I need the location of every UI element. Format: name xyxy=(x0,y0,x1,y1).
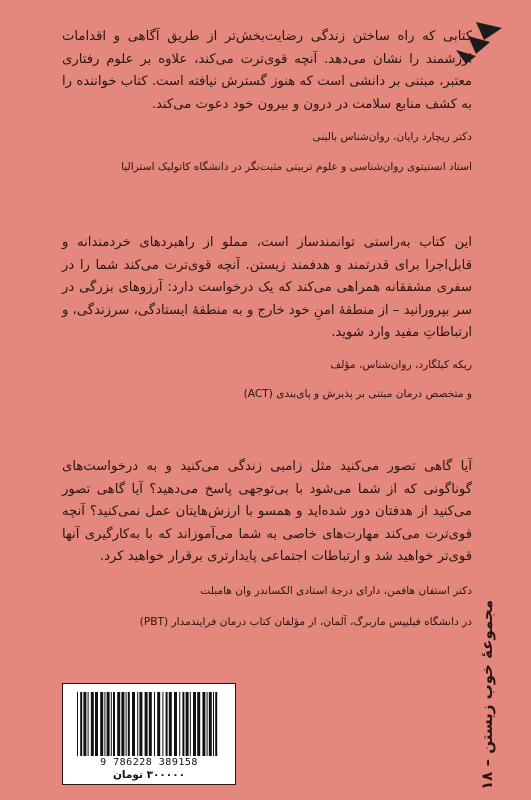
barcode-bar xyxy=(121,692,124,756)
series-title: مجموعهٔ خوب زیستن – ۱۸ xyxy=(478,600,496,791)
barcode-bar xyxy=(107,692,110,756)
barcode-bar xyxy=(149,692,152,756)
barcode-bar xyxy=(182,692,184,756)
blurb-author: دکتر استفان هافمن، دارای درجهٔ استادی الکساندر وان هامبلت xyxy=(200,584,472,597)
barcode-label xyxy=(62,683,236,785)
barcode-bar xyxy=(209,692,212,756)
barcode-bar xyxy=(213,692,214,756)
barcode-bar xyxy=(202,692,205,756)
barcode-bar xyxy=(193,692,196,756)
barcode-bar xyxy=(113,692,115,756)
blurb-text: این کتاب به‌راستی توانمندساز است، مملو از راهبردهای خردمندانه و قابل‌اجرا برای قدرتمند و هدفمند زیستن. آنچه قوی‌ترت می‌کند شما را در سفری مشفقانه همراهی می‌کند که یک درخواست دارد: آرزوهای بزرگی در سر بپرورانید – از منطقهٔ امنِ خود خارج و به منطقهٔ ایستادگی، سرزندگی، و ارتباطاتِ مفید وارد شوید. xyxy=(62,235,472,340)
barcode-bar xyxy=(197,692,200,756)
barcode-bar xyxy=(83,692,86,756)
blurb-1 xyxy=(62,26,472,176)
barcode-bar xyxy=(95,692,98,756)
barcode-bar xyxy=(169,692,172,756)
blurb-author: ریکه کیلگارد، روان‌شناس، مؤلف xyxy=(330,358,472,371)
blurb-affiliation: و متخصص درمان مبتنی بر پذیرش و پای‌بندی (ACT) xyxy=(243,387,472,400)
barcode-bar xyxy=(91,692,94,756)
barcode-bar xyxy=(179,692,180,756)
barcode-bar xyxy=(104,692,105,756)
barcode-bar xyxy=(215,692,217,756)
blurb-text: آیا گاهی تصور می‌کنید مثل زامبی زندگی می‌کنید و به درخواست‌های گوناگونی که از شما می‌شود با بی‌توجهی پاسخ می‌دهید؟ آیا گاهی تصور می‌کنید از هدفتان دور شده‌اید و همسو با ارزش‌هایتان عمل نمی‌کنید؟ آنچه قوی‌ترت می‌کند مهارت‌های خاصی به شما می‌آموزاند که با به‌کارگیری آنها قوی‌تر خواهید شد و ارتباطات اجتماعی پایدارتری برقرار خواهید کرد. xyxy=(62,459,472,564)
barcode-bar xyxy=(117,692,120,756)
blurb-author: دکتر ریچارد رایان، روان‌شناس بالینی xyxy=(312,131,472,143)
blurb-2 xyxy=(62,232,472,403)
barcode-bar xyxy=(186,692,189,756)
blurb-3 xyxy=(62,456,472,631)
barcode-bar xyxy=(145,692,148,756)
barcode-bar xyxy=(154,692,155,756)
barcode-bar xyxy=(128,692,130,756)
barcode-bar xyxy=(80,692,82,756)
barcode-bar xyxy=(166,692,168,756)
barcode-icon xyxy=(75,692,221,756)
barcode-bar xyxy=(157,692,160,756)
barcode-bar xyxy=(100,692,103,756)
barcode-bar xyxy=(139,692,142,756)
barcode-bar xyxy=(190,692,191,756)
barcode-bar xyxy=(77,692,78,756)
barcode-bar xyxy=(162,692,163,756)
barcode-bar xyxy=(207,692,208,756)
barcode-bar xyxy=(111,692,112,756)
barcode-bar xyxy=(174,692,177,756)
barcode-bar xyxy=(137,692,138,756)
price-label: ۳۰۰۰۰۰ تومان xyxy=(112,769,186,781)
barcode-bar xyxy=(132,692,135,756)
blurb-affiliation: در دانشگاه فیلیپس ماربرگ، آلمان، از مؤلفان کتاب درمان فرایندمدار (PBT) xyxy=(139,615,472,628)
barcode-bar xyxy=(88,692,89,756)
isbn-number: 9 786228 389158 xyxy=(100,757,198,768)
barcode-bar xyxy=(126,692,127,756)
blurb-text: کتابی که راه ساختن زندگی رضایت‌بخش‌تر از طریق آگاهی و اقدامات ارزشمند را نشان می‌دهد. آنچه قوی‌ترت می‌کند، علاوه بر علوم رفتاری معتبر، مبتنی بر دانشی است که هنوز گسترش نیافته است. کتاب خواننده را به کشف منابع سلامت در درون و بیرون خود دعوت می‌کند. xyxy=(62,29,472,112)
blurb-affiliation: استاد انستیتوی روان‌شناسی و علوم تربیتی مثبت‌نگر در دانشگاه کاتولیک استرالیا xyxy=(121,161,472,173)
